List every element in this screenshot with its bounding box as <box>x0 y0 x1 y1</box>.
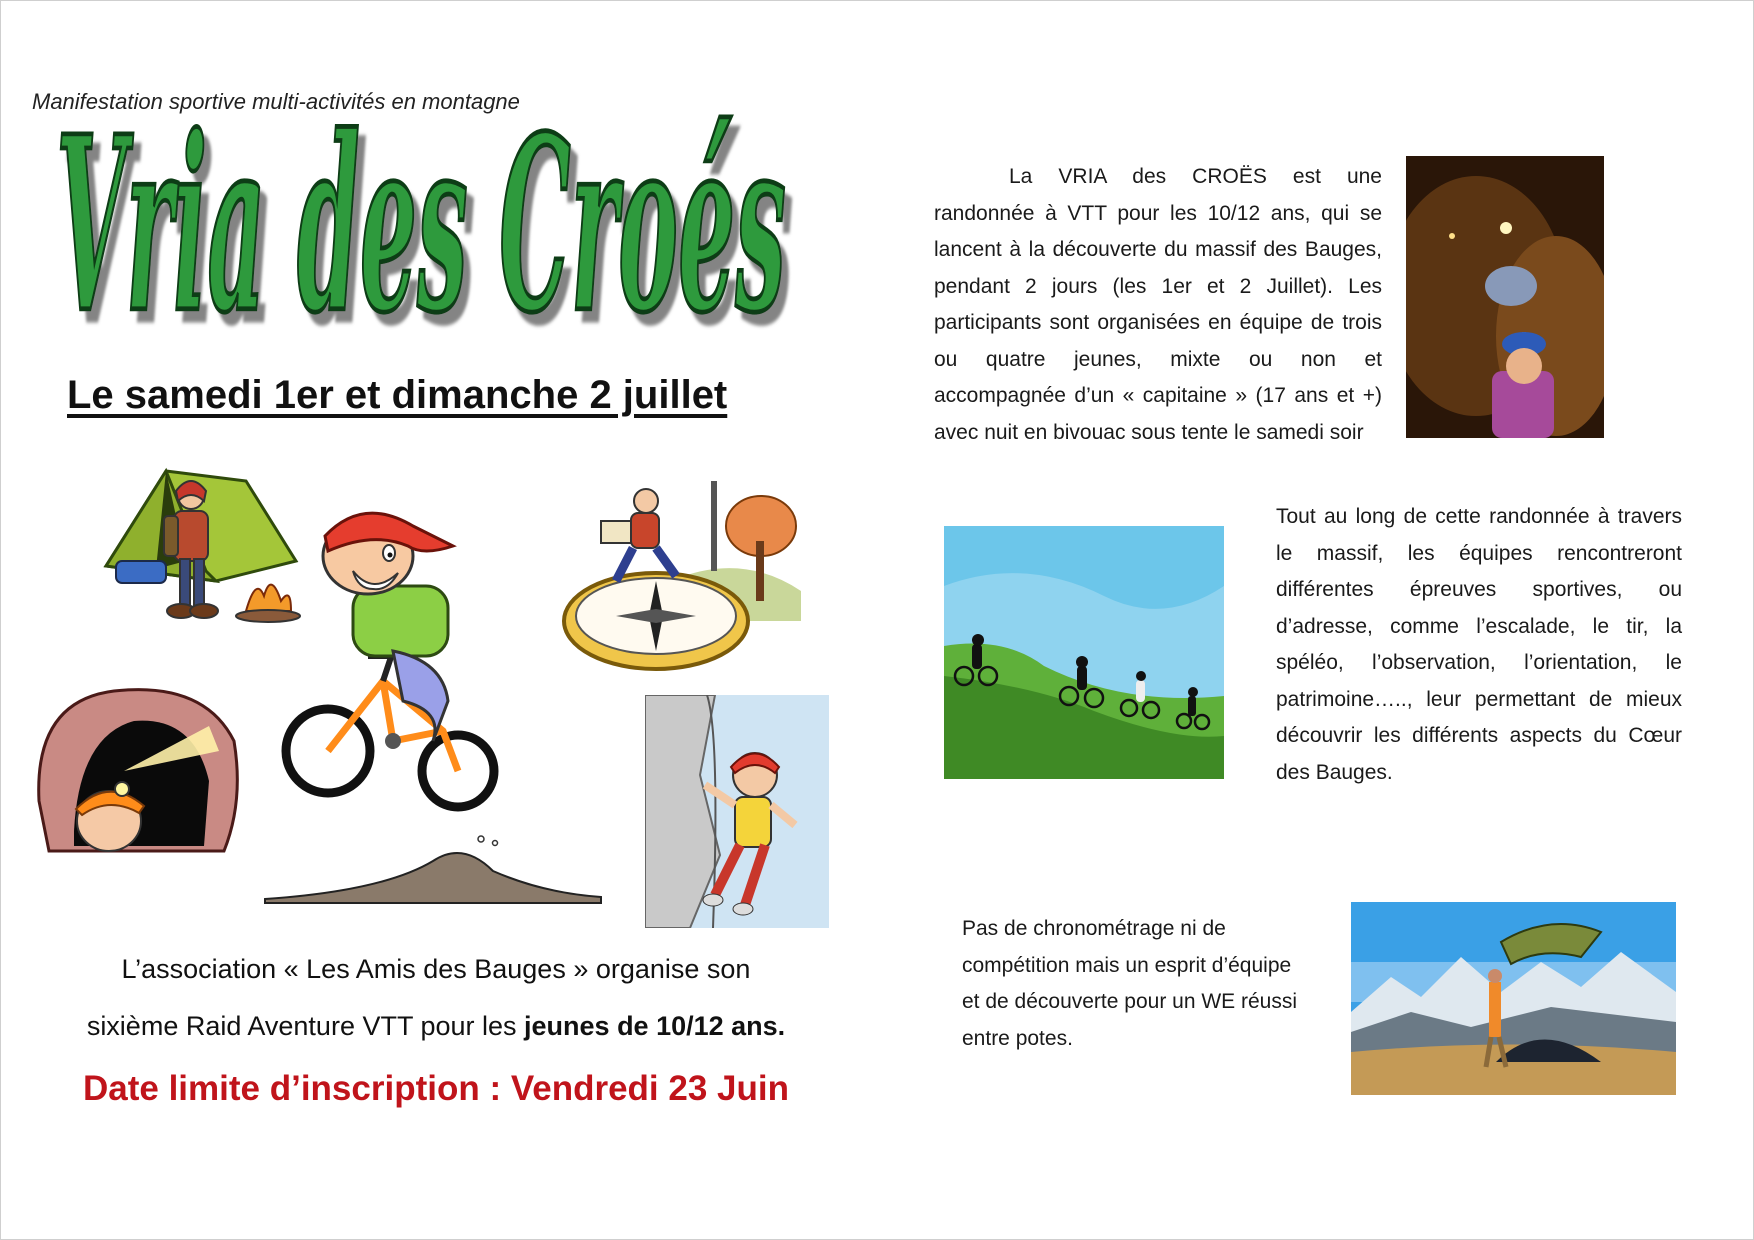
association-text <box>41 941 831 1055</box>
subtitle: Manifestation sportive multi-activités en montagne <box>32 89 520 114</box>
mountain-bikers-photo <box>944 526 1224 779</box>
climber-girl-illustration <box>645 695 829 928</box>
title-banner <box>41 96 801 376</box>
compass-runner-illustration <box>561 471 811 676</box>
cyclist-boy-illustration <box>273 501 523 831</box>
paragraph-activities: Tout au long de cette randonnée à travers le massif, les équipes rencontreront différentes épreuves sportives, ou d’adresse, comme l’escalade, le tir, la spéléo, l’observation, l’orientation, le patrimoine….., leur permettant de mieux découvrir les différents aspects du Cœur des Bauges. <box>1276 505 1682 784</box>
event-dates: Le samedi 1er et dimanche 2 juillet <box>67 373 728 417</box>
cave-photo <box>1406 156 1604 438</box>
cave-explorer-illustration <box>34 681 244 861</box>
tent-mountains-photo <box>1351 902 1676 1095</box>
dirt-mound-illustration <box>263 831 603 906</box>
paragraph-intro: La VRIA des CROËS est une randonnée à VTT pour les 10/12 ans, qui se lancent à la découverte du massif des Bauges, pendant 2 jours (les 1er et 2 Juillet). Les participants sont organisées en équipe de trois ou quatre jeunes, mixte ou non et accompagnée d’un « capitaine » (17 ans et +) avec nuit en bivouac sous tente le samedi soir <box>934 165 1382 444</box>
main-title: Vria des Croés <box>56 96 787 367</box>
association-line2-prefix: sixième Raid Aventure VTT pour les <box>86 1011 525 1041</box>
registration-deadline: Date limite d’inscription : Vendredi 23 Juin <box>83 1069 789 1108</box>
title-art <box>41 96 801 376</box>
association-line1: L’association « Les Amis des Bauges » organise son <box>121 954 751 984</box>
association-line2 <box>41 998 831 1055</box>
association-line2-bold: jeunes de 10/12 ans. <box>524 1011 786 1041</box>
paragraph-spirit: Pas de chronométrage ni de compétition mais un esprit d’équipe et de découverte pour un WE réussi entre potes. <box>962 917 1298 1050</box>
